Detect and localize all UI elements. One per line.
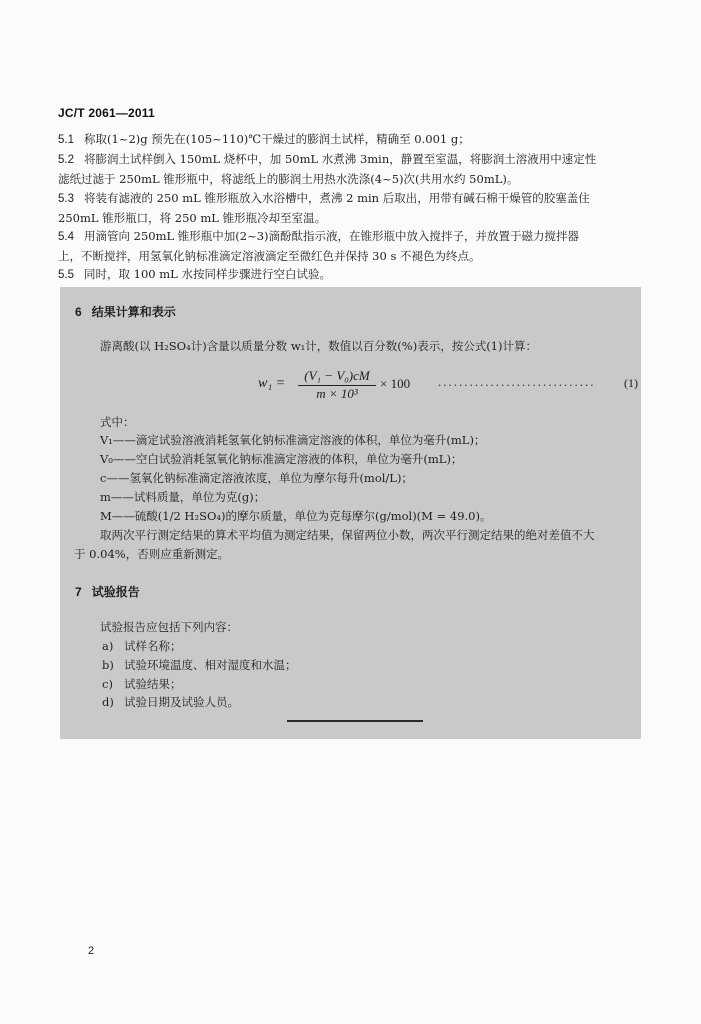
list-text: 试样名称；	[124, 639, 182, 653]
definition-molar-mass: M——硫酸(1/2 H₂SO₄)的摩尔质量，单位为克每摩尔(g/mol)(M = 49.0)。	[100, 509, 492, 523]
list-marker: d)	[102, 695, 114, 709]
section-6-heading	[75, 303, 176, 320]
conclusion-line-1: 取两次平行测定结果的算术平均值为测定结果，保留两位小数，两次平行测定结果的绝对差值不大	[100, 528, 595, 542]
list-marker: a)	[102, 639, 114, 653]
formula-denominator: m × 10³	[316, 386, 358, 401]
list-item	[102, 637, 182, 655]
clause-number: 5.4	[58, 231, 74, 243]
clause-5-2	[58, 150, 640, 189]
formula-leader-dots: ..............................	[438, 374, 596, 389]
page-number: 2	[88, 945, 95, 957]
clause-5-1	[58, 130, 640, 150]
section-7-heading	[75, 583, 140, 600]
list-marker: c)	[102, 677, 113, 691]
clause-text: 称取(1~2)g 预先在(105~110)℃干燥过的膨润土试样，精确至 0.001 g；	[84, 132, 470, 146]
list-text: 试验结果；	[124, 677, 182, 691]
standard-number: JC/T 2061—2011	[58, 106, 155, 120]
conclusion-line-2: 于 0.04%，否则应重新测定。	[74, 547, 230, 561]
list-item	[102, 656, 297, 674]
formula-multiplier: × 100	[380, 376, 411, 391]
clause-5-4	[58, 227, 640, 266]
section-title: 试验报告	[91, 585, 140, 599]
list-text: 试验环境温度、相对湿度和水温；	[124, 658, 297, 672]
clause-5-5	[58, 265, 640, 285]
where-label: 式中：	[100, 415, 135, 429]
definition-c: c——氢氧化钠标准滴定溶液浓度，单位为摩尔每升(mol/L)；	[100, 471, 413, 485]
section-number: 7	[75, 585, 82, 599]
list-marker: b)	[102, 658, 114, 672]
clause-text: 滤纸过滤于 250mL 锥形瓶中，将滤纸上的膨润土用热水洗涤(4~5)次(共用水约 50mL)。	[58, 172, 519, 186]
definition-m: m——试料质量，单位为克(g)；	[100, 490, 266, 504]
clause-number: 5.2	[58, 154, 74, 166]
formula-numerator: (V₁ − V₀)cM	[298, 368, 376, 386]
list-item	[102, 693, 239, 711]
clause-text: 用滴管向 250mL 锥形瓶中加(2~3)滴酚酞指示液，在锥形瓶中放入搅拌子，并放置于磁力搅拌器	[84, 229, 580, 243]
list-text: 试验日期及试验人员。	[124, 695, 239, 709]
formula-fraction	[298, 368, 376, 402]
clause-number: 5.1	[58, 134, 74, 146]
section-title: 结果计算和表示	[91, 305, 176, 319]
section-7-intro: 试验报告应包括下列内容：	[100, 620, 238, 634]
formula-1	[258, 368, 638, 400]
clause-text: 将膨润土试样倒入 150mL 烧杯中，加 50mL 水煮沸 3min，静置至室温，将膨润土溶液用中速定性	[84, 152, 597, 166]
list-item	[102, 675, 182, 693]
clause-number: 5.3	[58, 193, 74, 205]
clause-text: 同时，取 100 mL 水按同样步骤进行空白试验。	[84, 267, 331, 281]
section-6-intro: 游离酸(以 H₂SO₄计)含量以质量分数 w₁计，数值以百分数(%)表示，按公式(1)计算：	[100, 339, 537, 353]
formula-lhs: w₁ =	[258, 376, 286, 391]
clause-number: 5.5	[58, 269, 74, 281]
section-number: 6	[75, 305, 82, 319]
clause-5-3	[58, 189, 640, 228]
clause-text: 250mL 锥形瓶口，将 250 mL 锥形瓶冷却至室温。	[58, 211, 327, 225]
clause-text: 将装有滤液的 250 mL 锥形瓶放入水浴槽中，煮沸 2 min 后取出，用带有碱石棉干燥管的胶塞盖住	[84, 191, 590, 205]
definition-v1: V₁——滴定试验溶液消耗氢氧化钠标准滴定溶液的体积，单位为毫升(mL)；	[100, 433, 486, 447]
equation-number: (1)	[624, 376, 638, 390]
definition-v0: V₀——空白试验消耗氢氧化钠标准滴定溶液的体积，单位为毫升(mL)；	[100, 452, 463, 466]
end-rule	[287, 720, 423, 722]
clause-text: 上，不断搅拌，用氢氧化钠标准滴定溶液滴定至微红色并保持 30 s 不褪色为终点。	[58, 249, 481, 263]
